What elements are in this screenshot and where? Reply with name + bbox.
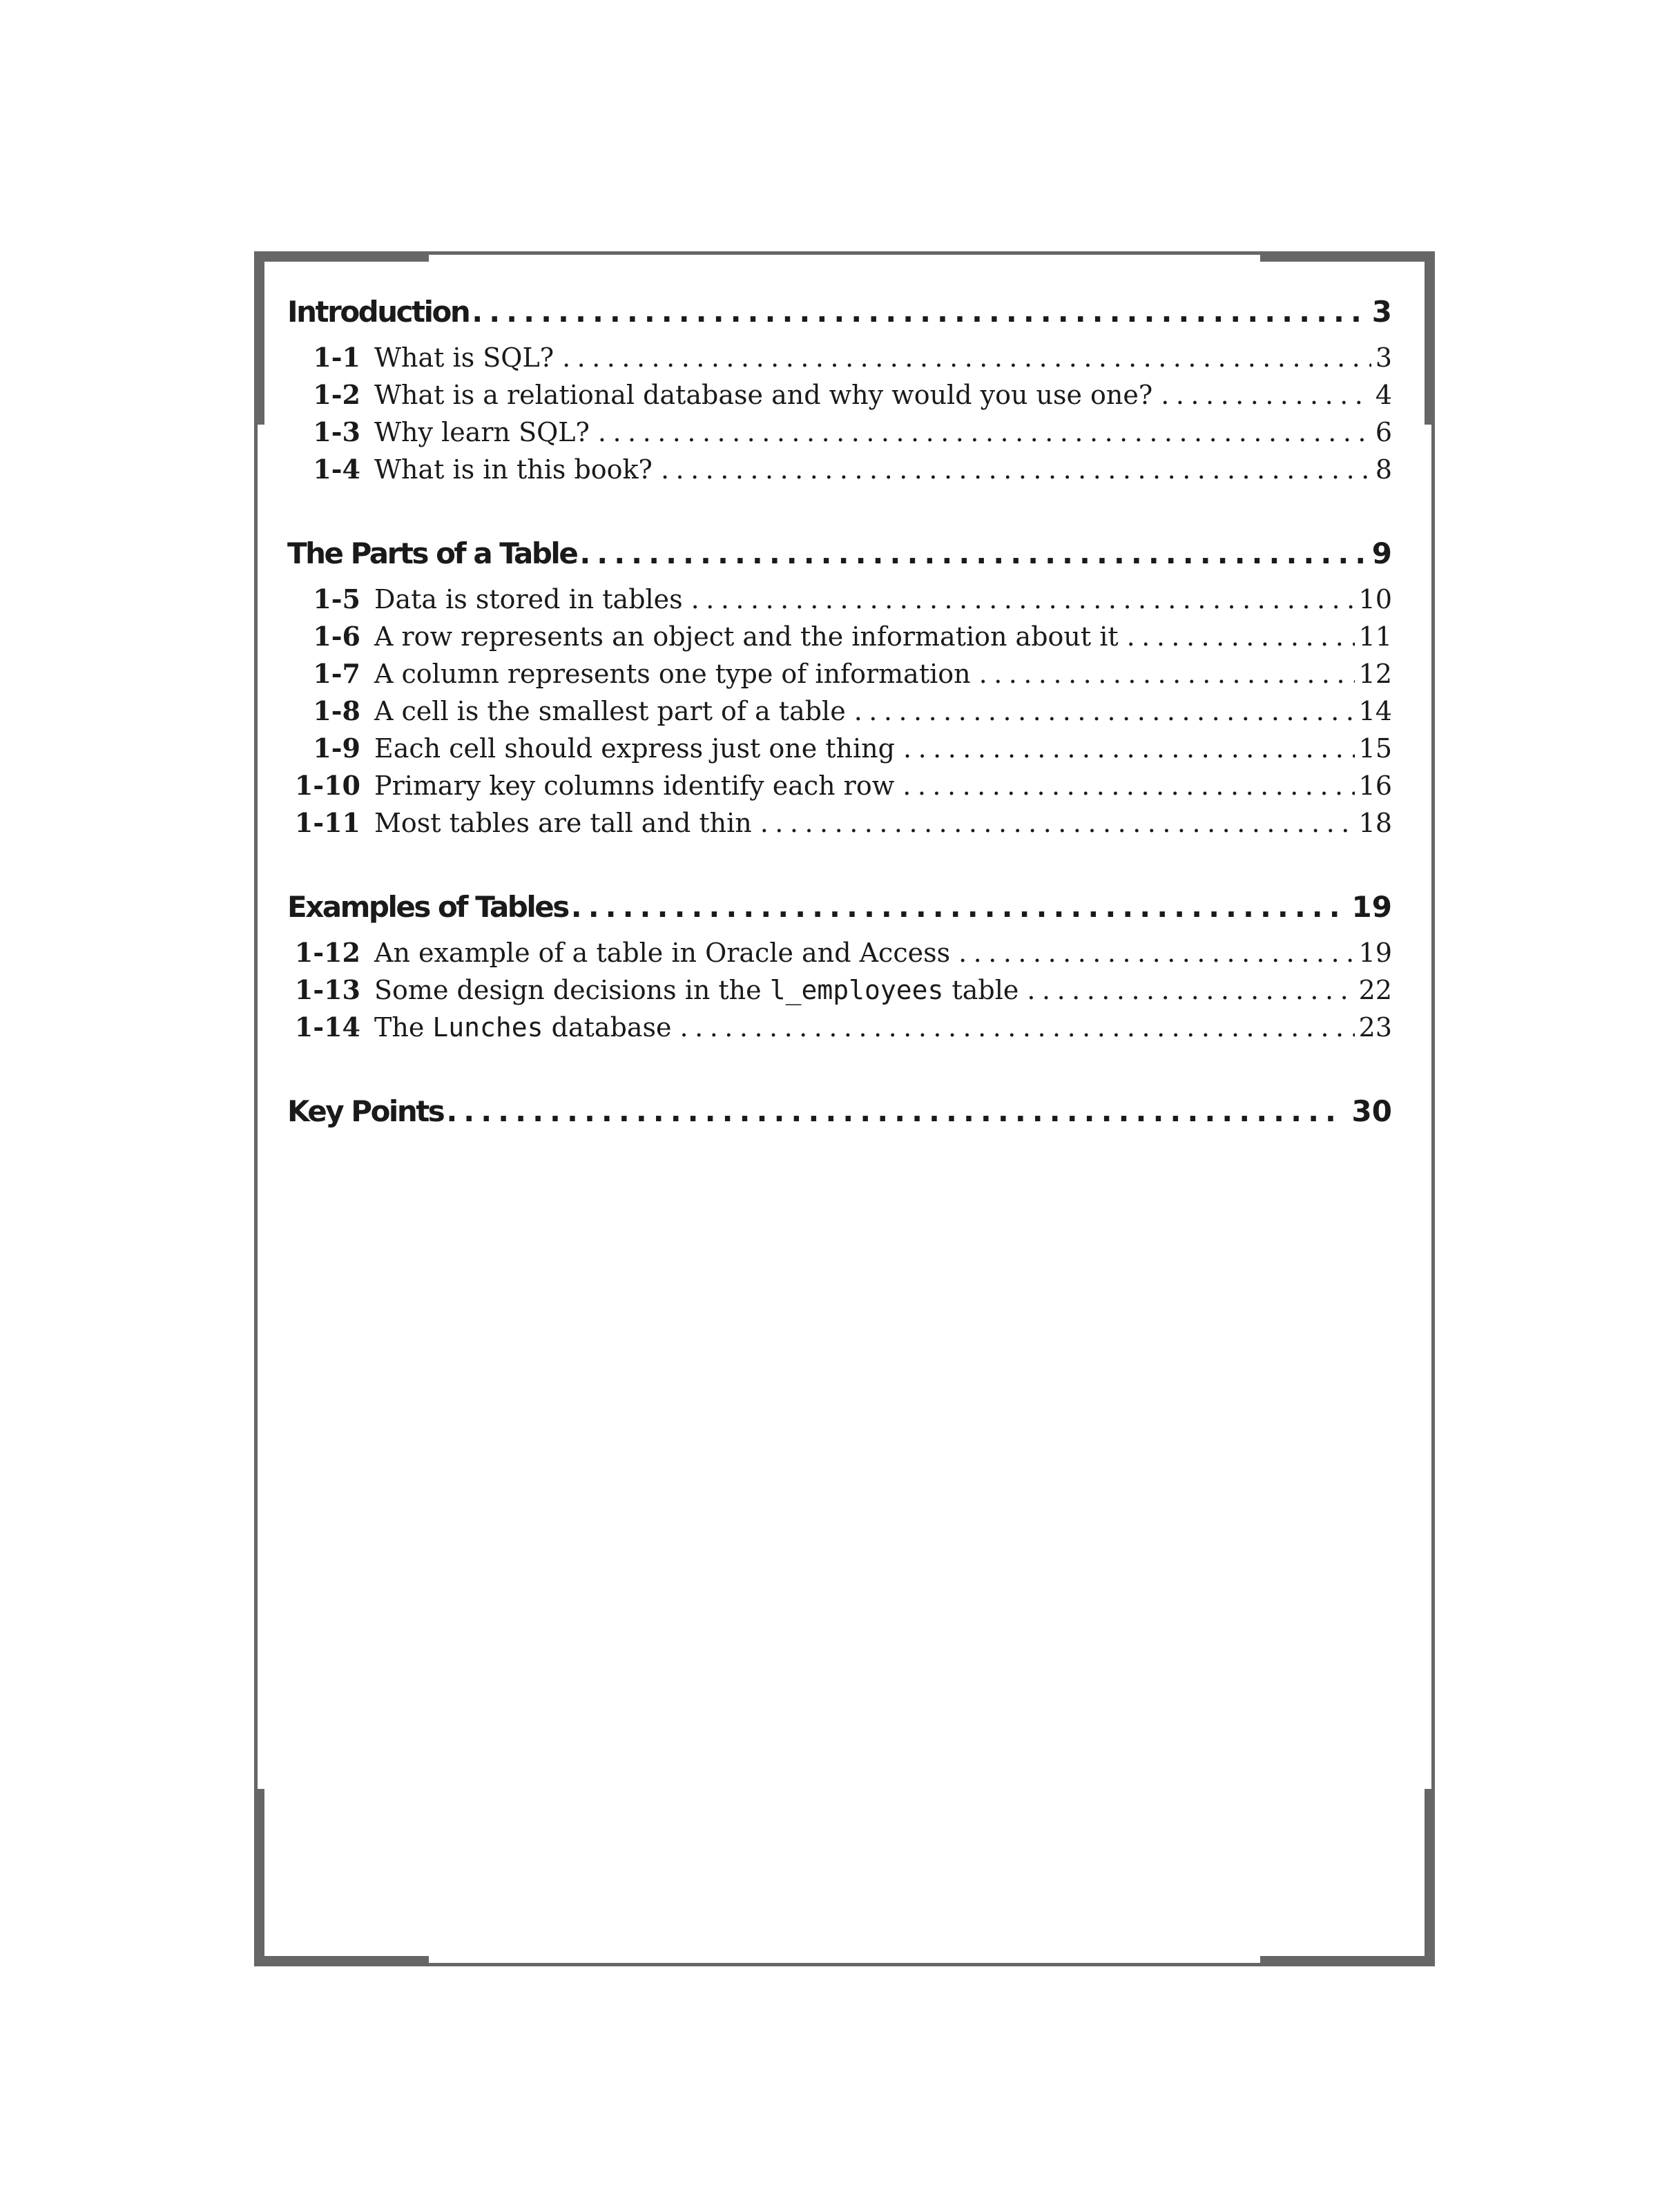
entry-title <box>374 975 1018 1005</box>
toc-entry <box>287 336 1392 373</box>
leader-dots <box>598 417 1371 447</box>
entry-title: Primary key columns identify each row <box>374 771 895 801</box>
toc-entry <box>287 931 1392 968</box>
section-heading-parts-of-a-table <box>287 526 1392 570</box>
entry-title: Most tables are tall and thin <box>374 808 752 838</box>
entry-title: A cell is the smallest part of a table <box>374 696 846 726</box>
leader-dots <box>760 808 1355 838</box>
toc-entry <box>287 652 1392 689</box>
entry-number: 1-13 <box>294 974 360 1005</box>
entry-page-number: 12 <box>1358 659 1392 689</box>
section-page-number: 9 <box>1371 536 1392 570</box>
entry-number: 1-5 <box>313 583 360 614</box>
entry-number: 1-11 <box>294 807 360 838</box>
toc-entry <box>287 373 1392 410</box>
toc-entry <box>287 614 1392 652</box>
leader-dots <box>579 536 1364 570</box>
leader-dots <box>472 295 1365 329</box>
corner-bar-bottom-right-horizontal <box>1260 1956 1435 1966</box>
leader-dots <box>979 659 1355 689</box>
entry-number: 1-6 <box>313 621 360 652</box>
toc-entry <box>287 689 1392 726</box>
entry-number: 1-14 <box>294 1011 360 1043</box>
section-title: Examples of Tables <box>287 890 568 924</box>
entry-page-number: 6 <box>1375 417 1392 447</box>
entry-title: What is in this book? <box>374 454 653 485</box>
toc-entry <box>287 801 1392 838</box>
corner-bar-top-left-vertical <box>254 251 264 425</box>
leader-dots <box>1027 975 1354 1005</box>
entry-page-number: 19 <box>1358 938 1392 968</box>
toc-entry <box>287 968 1392 1005</box>
entry-title: Each cell should express just one thing <box>374 733 895 764</box>
section-title: Key Points <box>287 1094 444 1128</box>
entry-number: 1-1 <box>313 342 360 373</box>
entry-number: 1-9 <box>313 733 360 764</box>
entry-page-number: 22 <box>1358 975 1392 1005</box>
leader-dots <box>680 1012 1355 1043</box>
entry-number: 1-4 <box>313 454 360 485</box>
toc-entry <box>287 577 1392 614</box>
entry-page-number: 16 <box>1358 771 1392 801</box>
corner-bar-bottom-left-vertical <box>254 1789 264 1966</box>
entry-page-number: 14 <box>1358 696 1392 726</box>
section-title: The Parts of a Table <box>287 536 577 570</box>
page-frame <box>254 251 1435 1966</box>
leader-dots <box>1127 621 1355 652</box>
entry-page-number: 8 <box>1375 454 1392 485</box>
leader-dots <box>661 454 1371 485</box>
entry-number: 1-7 <box>313 658 360 689</box>
toc-entry <box>287 410 1392 447</box>
entry-page-number: 10 <box>1358 584 1392 614</box>
corner-bar-top-left-horizontal <box>254 251 429 262</box>
entry-number: 1-2 <box>313 379 360 410</box>
entry-title-text: database <box>551 1012 672 1043</box>
entry-title-text: table <box>952 975 1019 1005</box>
leader-dots <box>691 584 1355 614</box>
section-page-number: 19 <box>1351 890 1392 924</box>
entry-page-number: 23 <box>1358 1012 1392 1043</box>
entry-number: 1-8 <box>313 695 360 726</box>
entry-title-code: Lunches <box>432 1012 543 1043</box>
entry-title: What is a relational database and why would you use one? <box>374 380 1153 410</box>
entry-page-number: 4 <box>1375 380 1392 410</box>
entry-page-number: 15 <box>1358 733 1392 764</box>
section-page-number: 30 <box>1351 1094 1392 1128</box>
entry-title <box>374 1012 672 1043</box>
section-heading-introduction <box>287 284 1392 329</box>
entry-number: 1-10 <box>294 770 360 801</box>
leader-dots <box>903 733 1355 764</box>
leader-dots <box>1161 380 1371 410</box>
toc-entry <box>287 1005 1392 1043</box>
leader-dots <box>958 938 1355 968</box>
entry-page-number: 18 <box>1358 808 1392 838</box>
corner-bar-top-right-horizontal <box>1260 251 1435 262</box>
entry-title-code: l_employees <box>769 975 944 1005</box>
entry-title-text: The <box>374 1012 425 1043</box>
section-title: Introduction <box>287 295 470 329</box>
leader-dots <box>902 771 1354 801</box>
corner-bar-bottom-left-horizontal <box>254 1956 429 1966</box>
leader-dots <box>854 696 1355 726</box>
entry-title: An example of a table in Oracle and Access <box>374 938 951 968</box>
section-heading-examples-of-tables <box>287 880 1392 924</box>
corner-bar-top-right-vertical <box>1425 251 1435 425</box>
leader-dots <box>562 342 1371 373</box>
entry-title: A row represents an object and the information about it <box>374 621 1119 652</box>
entry-title: Why learn SQL? <box>374 417 590 447</box>
entry-page-number: 11 <box>1358 621 1392 652</box>
entry-title: Data is stored in tables <box>374 584 683 614</box>
leader-dots <box>571 890 1345 924</box>
toc-entry <box>287 726 1392 764</box>
entry-title: A column represents one type of information <box>374 659 971 689</box>
toc-entry <box>287 764 1392 801</box>
toc-entry <box>287 447 1392 485</box>
entry-title: What is SQL? <box>374 342 554 373</box>
section-heading-key-points <box>287 1084 1392 1128</box>
leader-dots <box>446 1094 1344 1128</box>
section-page-number: 3 <box>1371 295 1392 329</box>
entry-page-number: 3 <box>1375 342 1392 373</box>
entry-number: 1-3 <box>313 416 360 447</box>
entry-title-text: Some design decisions in the <box>374 975 762 1005</box>
corner-bar-bottom-right-vertical <box>1425 1789 1435 1966</box>
entry-number: 1-12 <box>294 937 360 968</box>
